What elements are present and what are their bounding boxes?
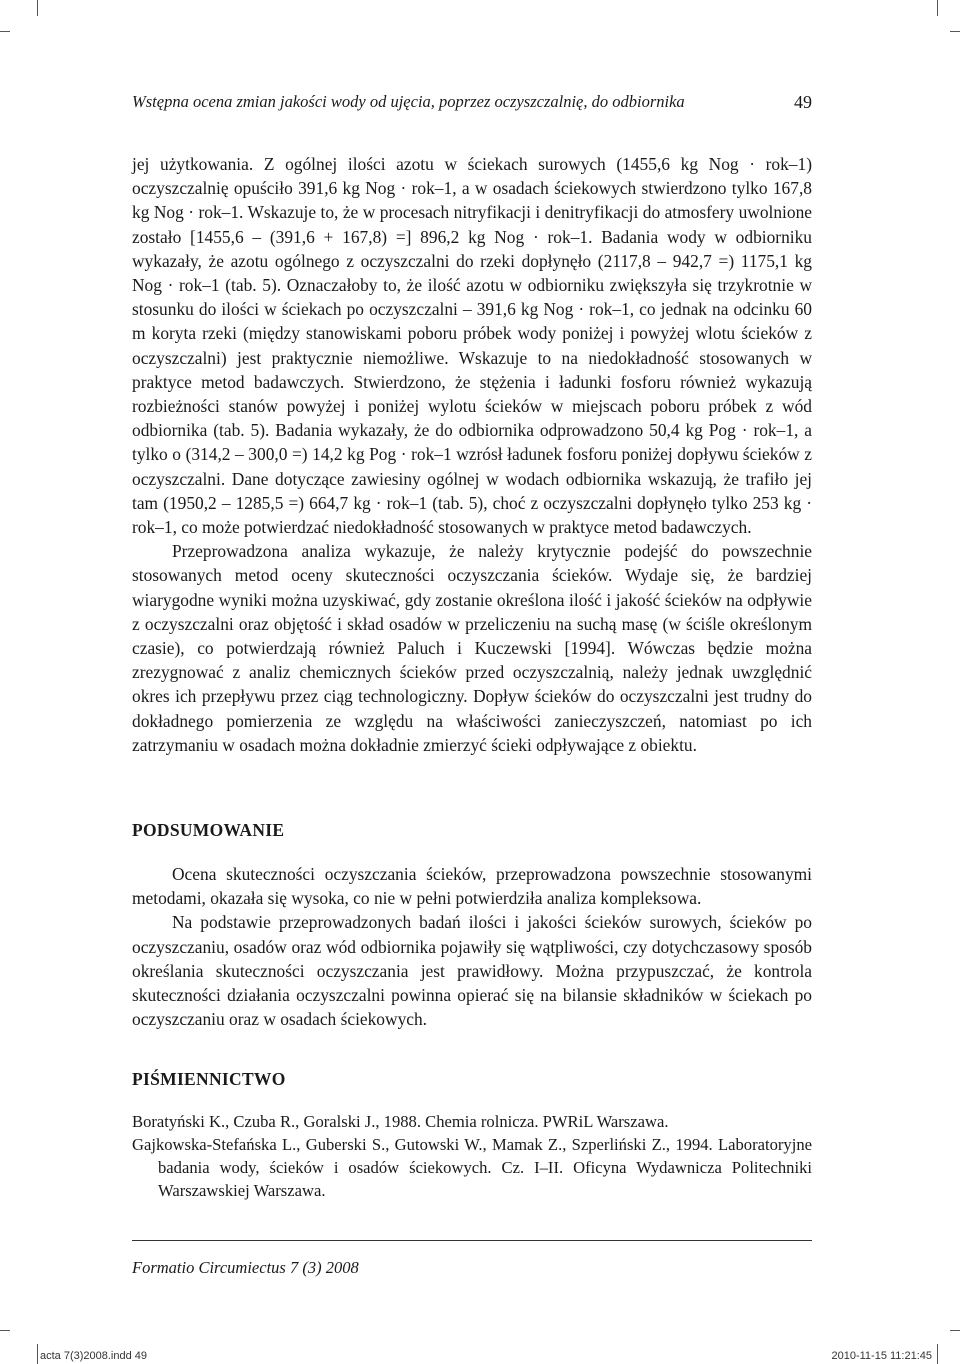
summary-text bbox=[132, 862, 812, 1031]
crop-mark bbox=[950, 31, 960, 32]
journal-footer: Formatio Circumiectus 7 (3) 2008 bbox=[132, 1258, 359, 1277]
summary-paragraph: Ocena skuteczności oczyszczania ścieków, przeprowadzona powszechnie stosowanymi metodami, okazała się wysoka, co nie w pełni potwierdziła analiza kompleksowa. bbox=[132, 864, 812, 909]
running-title: Wstępna ocena zmian jakości wody od ujęcia, poprzez oczyszczalnię, do odbiornika bbox=[132, 92, 685, 111]
crop-mark bbox=[37, 1344, 38, 1364]
summary-paragraph: Na podstawie przeprowadzonych badań ilości i jakości ścieków surowych, ścieków po oczyszczaniu, osadów oraz wód odbiornika pojawiły się wątpliwości, czy dotychczasowy sposób określania skuteczności oczyszczania jest prawidłowy. Można przypuszczać, że kontrola skuteczności działania oczyszczalni powinna opierać się na bilansie składników w ściekach po oczyszczaniu oraz w osadach ściekowych. bbox=[132, 912, 812, 1030]
body-text bbox=[132, 152, 812, 757]
summary-heading: PODSUMOWANIE bbox=[132, 820, 285, 840]
footer-rule bbox=[132, 1240, 812, 1241]
crop-mark bbox=[950, 1330, 960, 1331]
running-header bbox=[132, 92, 812, 112]
print-slug-file: acta 7(3)2008.indd 49 bbox=[40, 1350, 148, 1362]
reference-item: Boratyński K., Czuba R., Goralski J., 1988. Chemia rolnicza. PWRiL Warszawa. bbox=[132, 1112, 669, 1131]
crop-mark bbox=[0, 1330, 10, 1331]
references-list bbox=[132, 1110, 812, 1202]
body-paragraph: jej użytkowania. Z ogólnej ilości azotu w ściekach surowych (1455,6 kg Nog · rok–1) oczyszczalnię opuściło 391,6 kg Nog · rok–1, a w osadach ściekowych stwierdzono tylko 167,8 kg Nog · rok–1. Wskazuje to, że w procesach nitryfikacji i denitryfikacji do atmosfery uwolnione zostało [1455,6 – (391,6 + 167,8) =] 896,2 kg Nog · rok–1. Badania wody w odbiorniku wykazały, że azotu ogólnego z oczyszczalni do rzeki dopłynęło (2117,8 – 942,7 =) 1175,1 kg Nog · rok–1 (tab. 5). Oznaczałoby to, że ilość azotu w odbiorniku zwiększyła się trzykrotnie w stosunku do ilości w ściekach po oczyszczalni – 391,6 kg Nog · rok–1, co jednak na odcinku 60 m koryta rzeki (między stanowiskami poboru próbek wody poniżej i powyżej wlotu ścieków z oczyszczalni) jest praktycznie niemożliwe. Wskazuje to na niedokładność stosowanych w praktyce metod badawczych. Stwierdzono, że stężenia i ładunki fosforu również wykazują rozbieżności stanów powyżej i poniżej wylotu ścieków w miejscach poboru próbek z wód odbiornika (tab. 5). Badania wykazały, że do odbiornika odprowadzono 50,4 kg Pog · rok–1, a tylko o (314,2 – 300,0 =) 14,2 kg Pog · rok–1 wzrósł ładunek fosforu poniżej dopływu ścieków z oczyszczalni. Dane dotyczące zawiesiny ogólnej w wodach odbiornika wskazują, że trafiło jej tam (1950,2 – 1285,5 =) 664,7 kg · rok–1 (tab. 5), choć z oczyszczalni dopłynęło tylko 253 kg · rok–1, co może potwierdzać niedokładność stosowanych w praktyce metod badawczych. bbox=[132, 154, 812, 538]
reference-item: Gajkowska-Stefańska L., Guberski S., Gutowski W., Mamak Z., Szperliński Z., 1994. Laboratoryjne badania wody, ścieków i osadów ściekowych. Cz. I–II. Oficyna Wydawnicza Politechniki Warszawskiej Warszawa. bbox=[132, 1135, 812, 1200]
references-heading: PIŚMIENNICTWO bbox=[132, 1069, 286, 1089]
crop-mark bbox=[937, 0, 938, 16]
crop-mark bbox=[937, 1344, 938, 1364]
print-slug-date: 2010-11-15 11:21:45 bbox=[831, 1350, 932, 1362]
crop-mark bbox=[37, 0, 38, 16]
crop-mark bbox=[0, 31, 10, 32]
page-number: 49 bbox=[794, 92, 812, 112]
body-paragraph: Przeprowadzona analiza wykazuje, że należy krytycznie podejść do powszechnie stosowanych metod oceny skuteczności oczyszczania ścieków. Wydaje się, że bardziej wiarygodne wyniki można uzyskiwać, gdy zostanie określona ilość i jakość ścieków na odpływie z oczyszczalni oraz objętość i skład osadów w przeliczeniu na suchą masę (w ściśle określonym czasie), co potwierdzają również Paluch i Kuczewski [1994]. Wówczas będzie można zrezygnować z analiz chemicznych ścieków przed oczyszczalnią, należy jednak uwzględnić okres ich przepływu przez ciąg technologiczny. Dopływ ścieków do oczyszczalni jest trudny do dokładnego pomierzenia ze względu na właściwości zanieczyszczeń, natomiast po ich zatrzymaniu w osadach można dokładnie zmierzyć ścieki odpływające z obiektu. bbox=[132, 541, 812, 755]
